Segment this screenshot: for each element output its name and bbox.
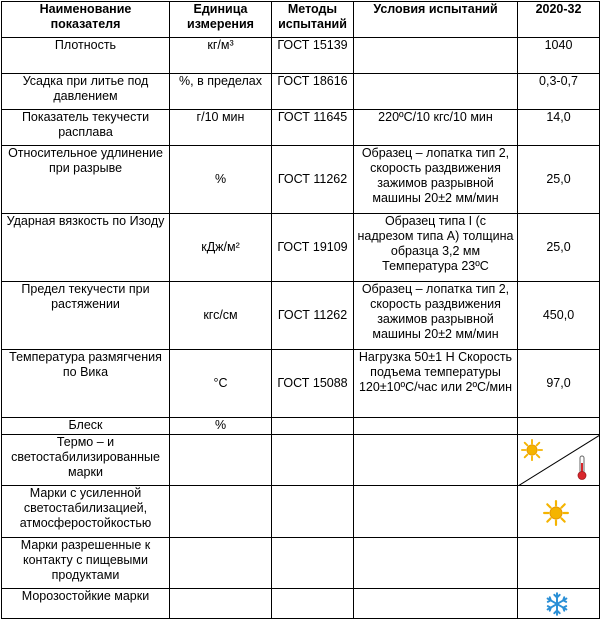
sun-icon: [521, 439, 543, 461]
header-method: Методы испытаний: [272, 2, 354, 38]
header-unit: Единица измерения: [170, 2, 272, 38]
table-row: [2, 589, 600, 619]
row-conditions: [354, 38, 518, 74]
row-conditions: [354, 74, 518, 110]
row-method: [272, 538, 354, 589]
properties-table: [1, 1, 600, 619]
row-conditions: [354, 486, 518, 538]
row-name: Показатель текучести расплава: [2, 110, 170, 146]
row-method: [272, 435, 354, 486]
table-row: [2, 538, 600, 589]
header-grade: 2020-32: [518, 2, 600, 38]
row-value: 97,0: [518, 350, 600, 418]
row-method: ГОСТ 18616: [272, 74, 354, 110]
row-value: 450,0: [518, 282, 600, 350]
table-row: [2, 350, 600, 418]
table-row: [2, 146, 600, 214]
table-row: [2, 74, 600, 110]
thermometer-icon: [576, 455, 588, 481]
row-unit: °С: [170, 350, 272, 418]
row-conditions: [354, 435, 518, 486]
row-name: Усадка при литье под давлением: [2, 74, 170, 110]
header-conditions: Условия испытаний: [354, 2, 518, 38]
row-value: [518, 418, 600, 435]
row-method: ГОСТ 11645: [272, 110, 354, 146]
table-row: [2, 110, 600, 146]
row-value: 25,0: [518, 214, 600, 282]
row-unit: кДж/м²: [170, 214, 272, 282]
row-name: Ударная вязкость по Изоду: [2, 214, 170, 282]
row-value: 25,0: [518, 146, 600, 214]
row-conditions: Образец – лопатка тип 2, скорость раздвижения зажимов разрывной машины 20±2 мм/мин: [354, 146, 518, 214]
row-unit: %: [170, 418, 272, 435]
sun-icon: [543, 500, 569, 526]
row-method: ГОСТ 11262: [272, 282, 354, 350]
row-method: [272, 589, 354, 619]
row-conditions: [354, 589, 518, 619]
row-value: 14,0: [518, 110, 600, 146]
row-value: [518, 538, 600, 589]
table-row: [2, 486, 600, 538]
row-name: Блеск: [2, 418, 170, 435]
row-name: Марки с усиленной светостабилизацией, атмосферостойкостью: [2, 486, 170, 538]
header-row: [2, 2, 600, 38]
row-icon-cell: [518, 435, 600, 486]
row-icon-cell: [518, 589, 600, 619]
row-name: Морозостойкие марки: [2, 589, 170, 619]
row-name: Температура размягчения по Вика: [2, 350, 170, 418]
row-name: Предел текучести при растяжении: [2, 282, 170, 350]
row-conditions: 220ºС/10 кгс/10 мин: [354, 110, 518, 146]
row-method: ГОСТ 19109: [272, 214, 354, 282]
table-row: [2, 418, 600, 435]
row-unit: [170, 589, 272, 619]
row-method: ГОСТ 15139: [272, 38, 354, 74]
row-value: 0,3-0,7: [518, 74, 600, 110]
row-unit: [170, 435, 272, 486]
row-conditions: [354, 538, 518, 589]
row-method: ГОСТ 11262: [272, 146, 354, 214]
row-method: [272, 486, 354, 538]
table-row: [2, 38, 600, 74]
table-row: [2, 214, 600, 282]
row-conditions: Образец типа I (с надрезом типа А) толщина образца 3,2 мм Температура 23ºС: [354, 214, 518, 282]
row-name: Термо – и светостабилизированные марки: [2, 435, 170, 486]
row-unit: кгс/см: [170, 282, 272, 350]
row-method: [272, 418, 354, 435]
row-unit: %: [170, 146, 272, 214]
row-method: ГОСТ 15088: [272, 350, 354, 418]
row-value: 1040: [518, 38, 600, 74]
row-icon-cell: [518, 486, 600, 538]
row-unit: кг/м³: [170, 38, 272, 74]
row-name: Плотность: [2, 38, 170, 74]
row-unit: [170, 486, 272, 538]
table-row: [2, 435, 600, 486]
row-conditions: Образец – лопатка тип 2, скорость раздвижения зажимов разрывной машины 20±2 мм/мин: [354, 282, 518, 350]
row-conditions: Нагрузка 50±1 Н Скорость подъема температуры 120±10ºС/час или 2ºС/мин: [354, 350, 518, 418]
row-name: Относительное удлинение при разрыве: [2, 146, 170, 214]
row-unit: %, в пределах: [170, 74, 272, 110]
row-name: Марки разрешенные к контакту с пищевыми продуктами: [2, 538, 170, 589]
header-name: Наименование показателя: [2, 2, 170, 38]
snowflake-icon: [544, 591, 570, 617]
row-unit: [170, 538, 272, 589]
table-row: [2, 282, 600, 350]
row-unit: г/10 мин: [170, 110, 272, 146]
row-conditions: [354, 418, 518, 435]
